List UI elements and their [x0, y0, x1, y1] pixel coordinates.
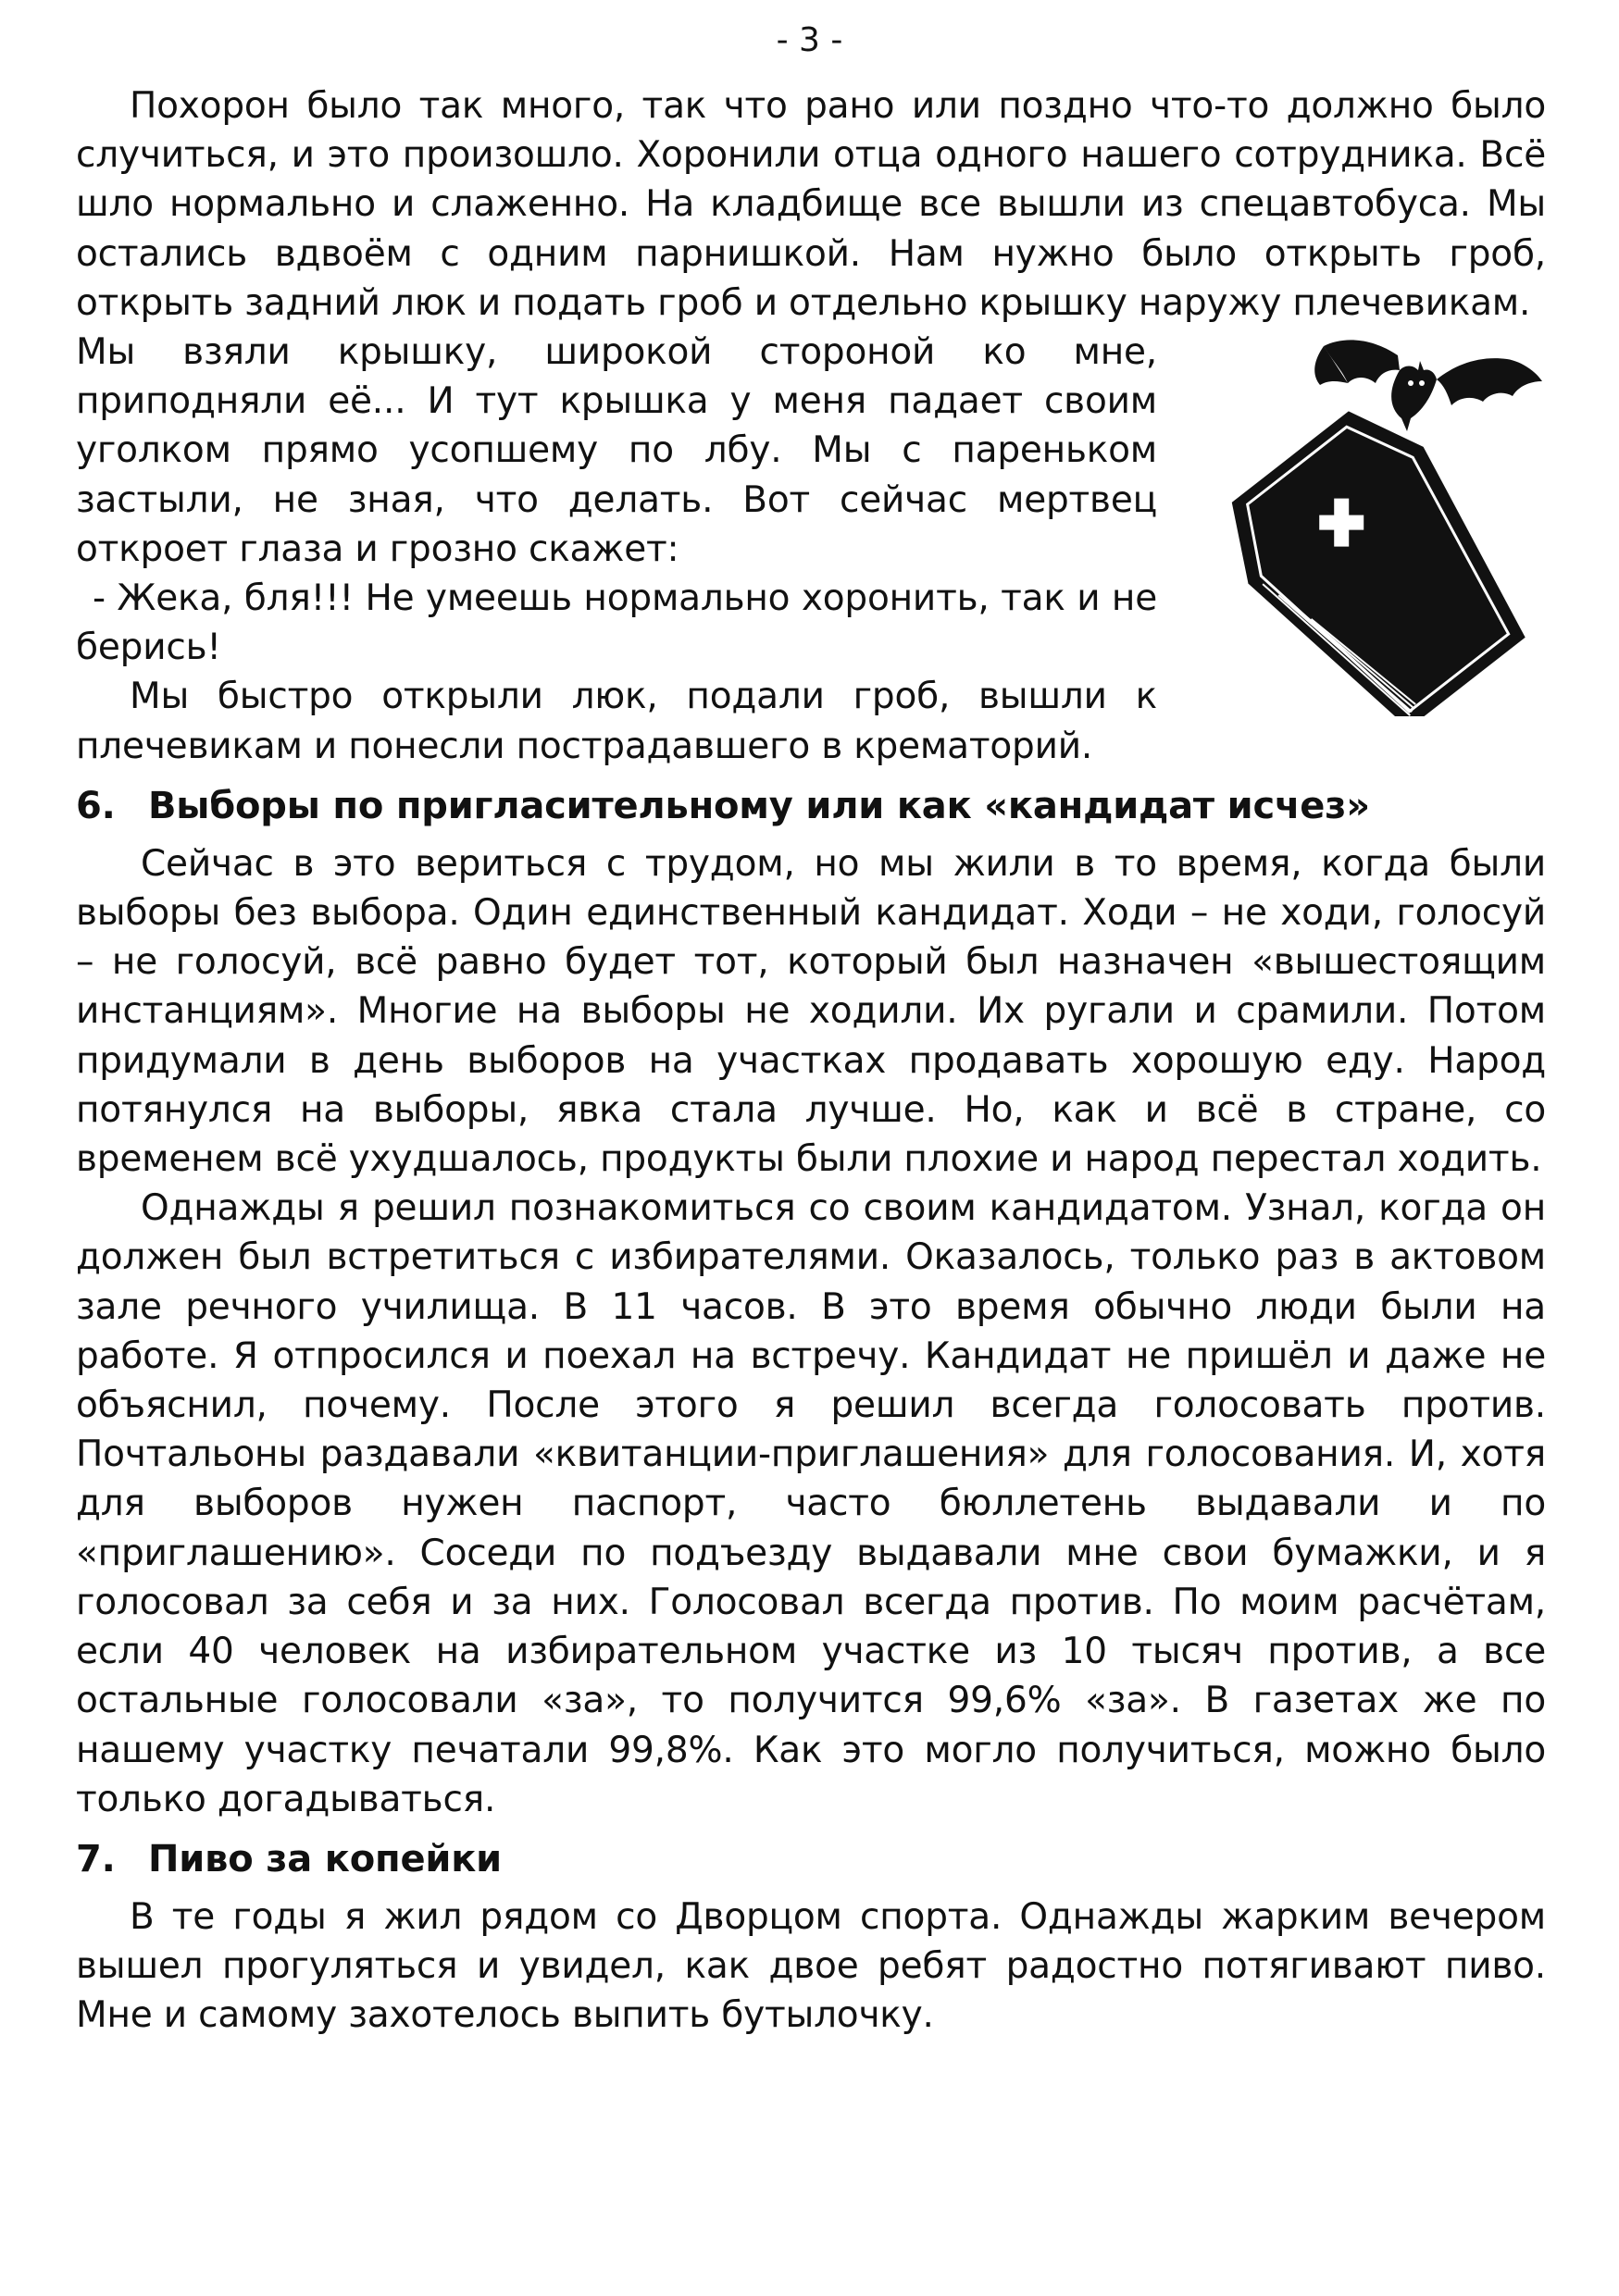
- section-number: 6.: [76, 784, 116, 827]
- section-number: 7.: [76, 1837, 116, 1880]
- paragraph: В те годы я жил рядом со Дворцом спорта. Однажды жарким вечером вышел прогуляться и увидел, как двое ребят радостно потягивают пиво. Мне и самому захотелось выпить бутылочку.: [76, 1895, 1546, 2037]
- paragraph: Похорон было так много, так что рано или поздно что-то должно было случиться, и это произошло. Хоронили отца одного нашего сотрудника. Всё шло нормально и слаженно. На кладбище все вышли из спецавтобуса. Мы остались вдвоём с одним парнишкой. Нам нужно было открыть гроб, открыть задний люк и подать гроб и отдельно крышку наружу плечевикам.: [76, 85, 1546, 324]
- section-heading: [76, 780, 1546, 832]
- body-text: [76, 81, 1546, 2041]
- paragraph: Мы взяли крышку, широкой стороной ко мне, приподняли её... И тут крышка у меня падает своим уголком прямо усопшему по лбу. Мы с пареньком застыли, не зная, что делать. Вот сейчас мертвец откроет глаза и грозно скажет:: [76, 331, 1157, 570]
- coffin-bat-illustration: [1185, 328, 1555, 716]
- coffin-bat-icon: [1185, 328, 1555, 716]
- paragraph: Мы быстро открыли люк, подали гроб, вышли к плечевикам и понесли пострадавшего в крематорий.: [76, 676, 1157, 767]
- section-title: Пиво за копейки: [148, 1837, 502, 1880]
- paragraph: Однажды я решил познакомиться со своим кандидатом. Узнал, когда он должен был встретиться с избирателями. Оказалось, только раз в актовом зале речного училища. В 11 часов. В это время обычно люди были на работе. Я отпросился и поехал на встречу. Кандидат не пришёл и даже не объяснил, почему. После этого я решил всегда голосовать против. Почтальоны раздавали «квитанции-приглашения» для голосования. И, хотя для выборов нужен паспорт, часто бюллетень выдавали и по «приглашению». Соседи по подъезду выдавали мне свои бумажки, и я голосовал за себя и за них. Голосовал всегда против. По моим расчётам, если 40 человек на избирательном участке из 10 тысяч против, а все остальные голосовали «за», то получится 99,6% «за». В газетах же по нашему участку печатали 99,8%. Как это могло получиться, можно было только догадываться.: [76, 1187, 1546, 1820]
- paragraph: Сейчас в это вериться с трудом, но мы жили в то время, когда были выборы без выбора. Один единственный кандидат. Ходи – не ходи, голосуй – не голосуй, всё равно будет тот, который был назначен «вышестоящим инстанциям». Многие на выборы не ходили. Их ругали и срамили. Потом придумали в день выборов на участках продавать хорошую еду. Народ потянулся на выборы, явка стала лучше. Но, как и всё в стране, со временем всё ухудшалось, продукты были плохие и народ перестал ходить.: [76, 842, 1546, 1181]
- section-title: Выборы по пригласительному или как «кандидат исчез»: [148, 784, 1370, 827]
- dialogue-paragraph: - Жека, бля!!! Не умеешь нормально хоронить, так и не берись!: [76, 577, 1157, 669]
- page-number: - 3 -: [776, 21, 843, 59]
- section-heading: [76, 1833, 1546, 1885]
